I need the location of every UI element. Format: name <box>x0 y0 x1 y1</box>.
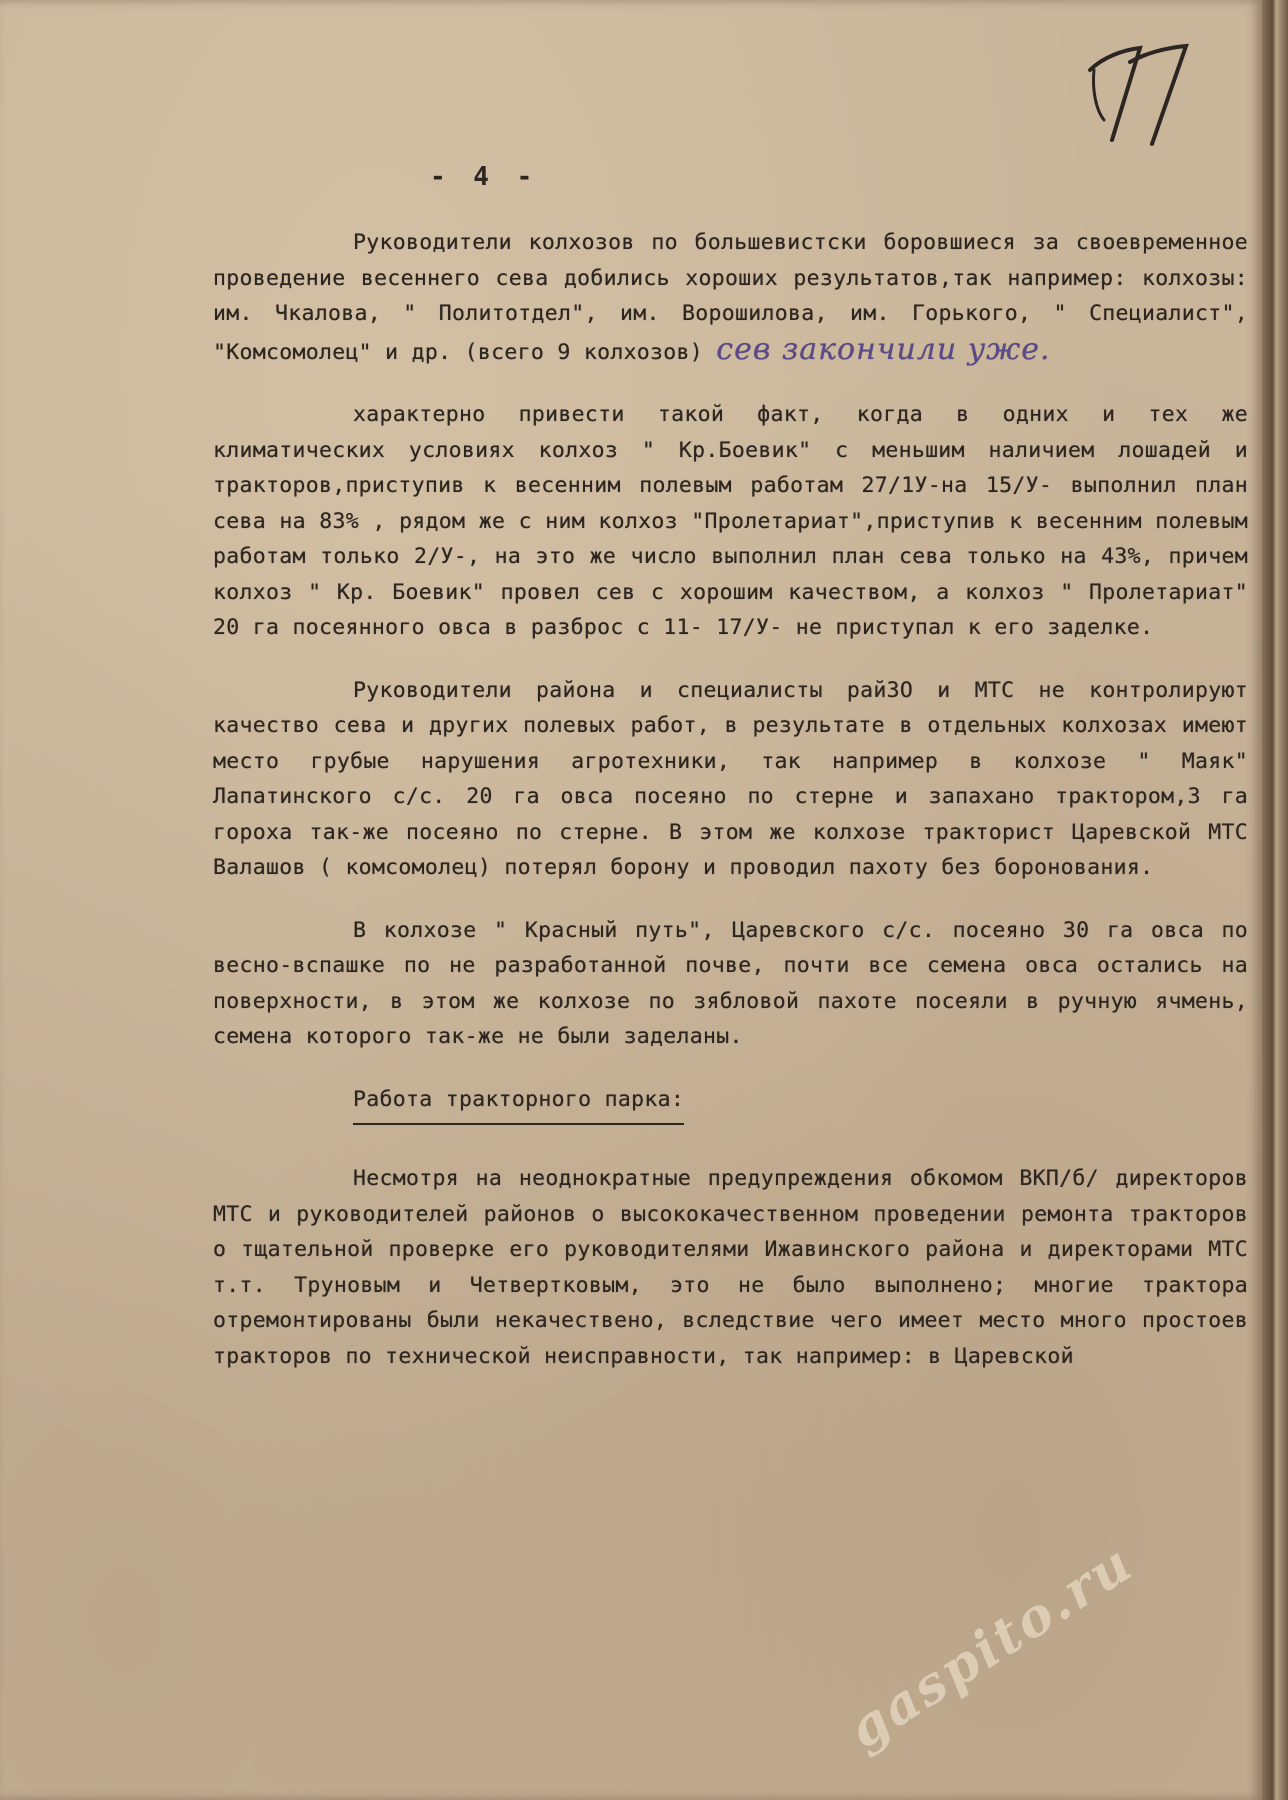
document-body <box>213 225 1248 1374</box>
paragraph-5: Несмотря на неоднократные предупреждения обкомом ВКП/б/ директоров МТС и руководителей районов о высококачественном проведении ремонта тракторов о тщательной проверке его руководителями Ижавинского района и директорами МТС т.т. Труновым и Четвертковым, это не было выполнено; многие трактора отремонтированы были некачествено, вследствие чего имеет место много простоев тракторов по технической неисправности, так например: в Царевской <box>213 1166 1248 1369</box>
section-heading <box>213 1082 1248 1126</box>
paragraph-1 <box>213 225 1248 370</box>
section-heading-text: Работа тракторного парка: <box>353 1082 684 1126</box>
watermark: gaspito.ru <box>837 1531 1145 1761</box>
paragraph-1-text: Руководители колхозов по большевистски боровшиеся за своевременное проведение весеннего сева добились хороших результатов,так например: колхозы: им. Чкалова, " Политотдел", им. Ворошилова, им. Горького, " Специалист", "Комсомолец" и др. (всего 9 колхозов) <box>213 230 1248 365</box>
page-edge <box>1262 0 1288 1800</box>
archive-page-number-handwritten <box>1082 40 1192 150</box>
paragraph-4: В колхозе " Красный путь", Царевского с/с. посеяно 30 га овса по весно-вспашке по не разработанной почве, почти все семена овса остались на поверхности, в этом же колхозе по зябловой пахоте посеяли в ручную ячмень, семена которого так-же не были заделаны. <box>213 917 1248 1049</box>
paragraph-2: характерно привести такой факт, когда в одних и тех же климатических условиях колхоз " Кр.Боевик" с меньшим наличием лошадей и тракторов,приступив к весенним полевым работам 27/1У-на 15/У- выполнил план сева на 83% , рядом же с ним колхоз "Пролетариат",приступив к весенним полевым работам только 2/У-, на это же число выполнил план сева только на 43%, причем колхоз " Кр. Боевик" провел сев с хорошим качеством, а колхоз " Пролетариат" 20 га посеянного овса в разброс с 11- 17/У- не приступал к его заделке. <box>213 402 1248 640</box>
paragraph-3: Руководители района и специалисты райЗО и МТС не контролируют качество сева и других полевых работ, в результате в отдельных колхозах имеют место грубые нарушения агротехники, так например в колхозе " Маяк" Лапатинского с/с. 20 га овса посеяно по стерне и запахано трактором,3 га гороха так-же посеяно по стерне. В этом же колхозе тракторист Царевской МТС Валашов ( комсомолец) потерял борону и проводил пахоту без боронования. <box>213 677 1248 880</box>
page-number: - 4 - <box>430 162 539 192</box>
handwritten-note: сев закончили уже. <box>716 331 1051 367</box>
